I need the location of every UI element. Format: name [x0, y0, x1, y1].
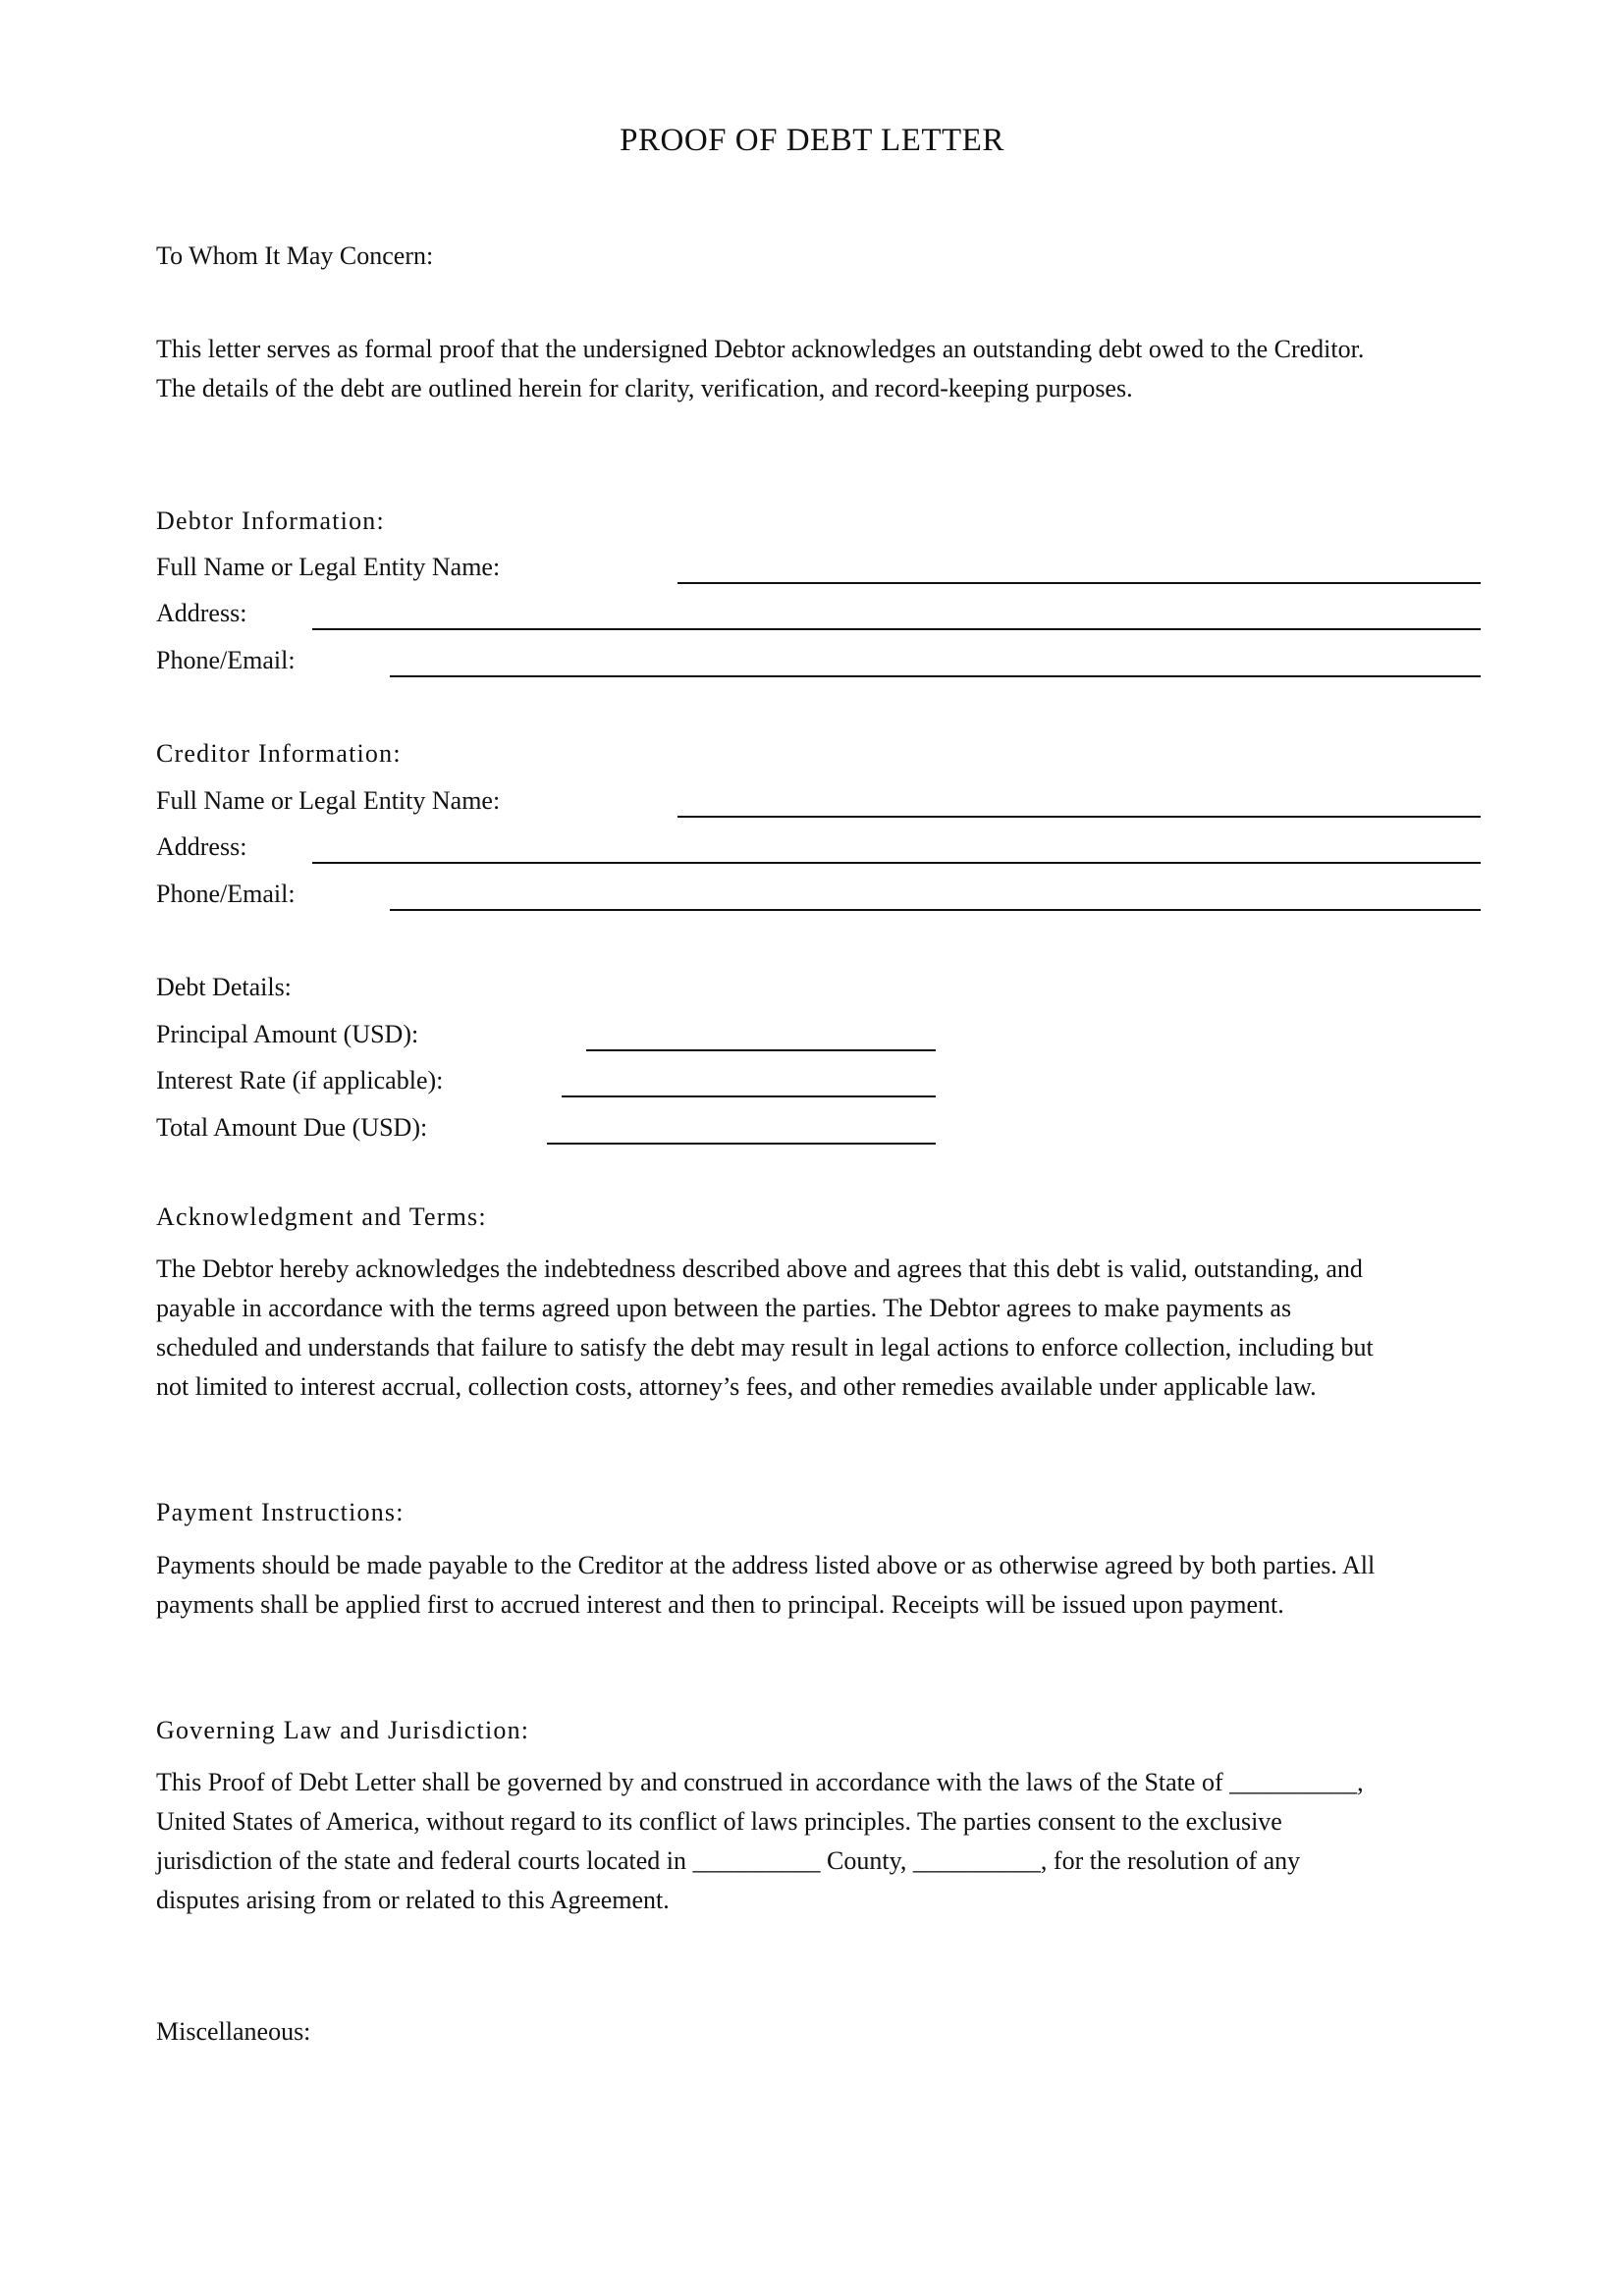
governing-law-heading: Governing Law and Jurisdiction:: [156, 1716, 530, 1744]
acknowledgment-line: scheduled and understands that failure to satisfy the debt may result in legal actions to enforce collection, including but: [156, 1333, 1374, 1362]
governing-law-line: United States of America, without regard to its conflict of laws principles. The parties consent to the exclusive: [156, 1807, 1282, 1836]
acknowledgment-heading: Acknowledgment and Terms:: [156, 1202, 487, 1231]
debtor-name-field[interactable]: [677, 582, 1481, 584]
principal-field[interactable]: [586, 1049, 936, 1051]
interest-label: Interest Rate (if applicable):: [156, 1066, 444, 1095]
debtor-contact-label: Phone/Email:: [156, 646, 296, 674]
salutation: To Whom It May Concern:: [156, 241, 434, 270]
total-field[interactable]: [547, 1143, 936, 1145]
governing-law-paragraph: [156, 1763, 1482, 1920]
payment-line: payments shall be applied first to accrued interest and then to principal. Receipts will be issued upon payment.: [156, 1590, 1284, 1619]
acknowledgment-line: payable in accordance with the terms agreed upon between the parties. The Debtor agrees to make payments as: [156, 1294, 1292, 1322]
creditor-contact-field[interactable]: [390, 909, 1481, 911]
acknowledgment-line: The Debtor hereby acknowledges the indebtedness described above and agrees that this debt is valid, outstanding, and: [156, 1255, 1363, 1283]
intro-line: This letter serves as formal proof that the undersigned Debtor acknowledges an outstanding debt owed to the Creditor.: [156, 335, 1365, 363]
debt-heading: Debt Details:: [156, 973, 292, 1001]
creditor-name-label: Full Name or Legal Entity Name:: [156, 786, 501, 815]
debtor-address-field[interactable]: [312, 628, 1481, 630]
creditor-contact-label: Phone/Email:: [156, 880, 296, 908]
governing-law-line: This Proof of Debt Letter shall be governed by and construed in accordance with the laws of the State of __________,: [156, 1768, 1364, 1796]
payment-paragraph: [156, 1546, 1482, 1625]
creditor-name-field[interactable]: [677, 816, 1481, 818]
principal-label: Principal Amount (USD):: [156, 1020, 419, 1048]
governing-law-line: disputes arising from or related to this Agreement.: [156, 1886, 670, 1914]
interest-field[interactable]: [562, 1095, 936, 1097]
payment-heading: Payment Instructions:: [156, 1498, 405, 1526]
creditor-address-label: Address:: [156, 832, 247, 861]
debtor-name-label: Full Name or Legal Entity Name:: [156, 553, 501, 581]
debtor-contact-field[interactable]: [390, 675, 1481, 677]
acknowledgment-line: not limited to interest accrual, collection costs, attorney’s fees, and other remedies available under applicable law.: [156, 1372, 1317, 1401]
payment-line: Payments should be made payable to the Creditor at the address listed above or as otherwise agreed by both parties. All: [156, 1551, 1376, 1579]
intro-line: The details of the debt are outlined herein for clarity, verification, and record-keeping purposes.: [156, 374, 1133, 402]
governing-law-line: jurisdiction of the state and federal courts located in __________ County, __________, for the resolution of any: [156, 1846, 1301, 1875]
debtor-heading: Debtor Information:: [156, 507, 385, 535]
creditor-heading: Creditor Information:: [156, 739, 402, 768]
total-label: Total Amount Due (USD):: [156, 1113, 428, 1142]
acknowledgment-paragraph: [156, 1250, 1482, 1407]
document-title: PROOF OF DEBT LETTER: [620, 123, 1004, 158]
creditor-address-field[interactable]: [312, 862, 1481, 864]
intro-paragraph: [156, 330, 1482, 408]
misc-heading: Miscellaneous:: [156, 2017, 311, 2046]
debtor-address-label: Address:: [156, 599, 247, 627]
